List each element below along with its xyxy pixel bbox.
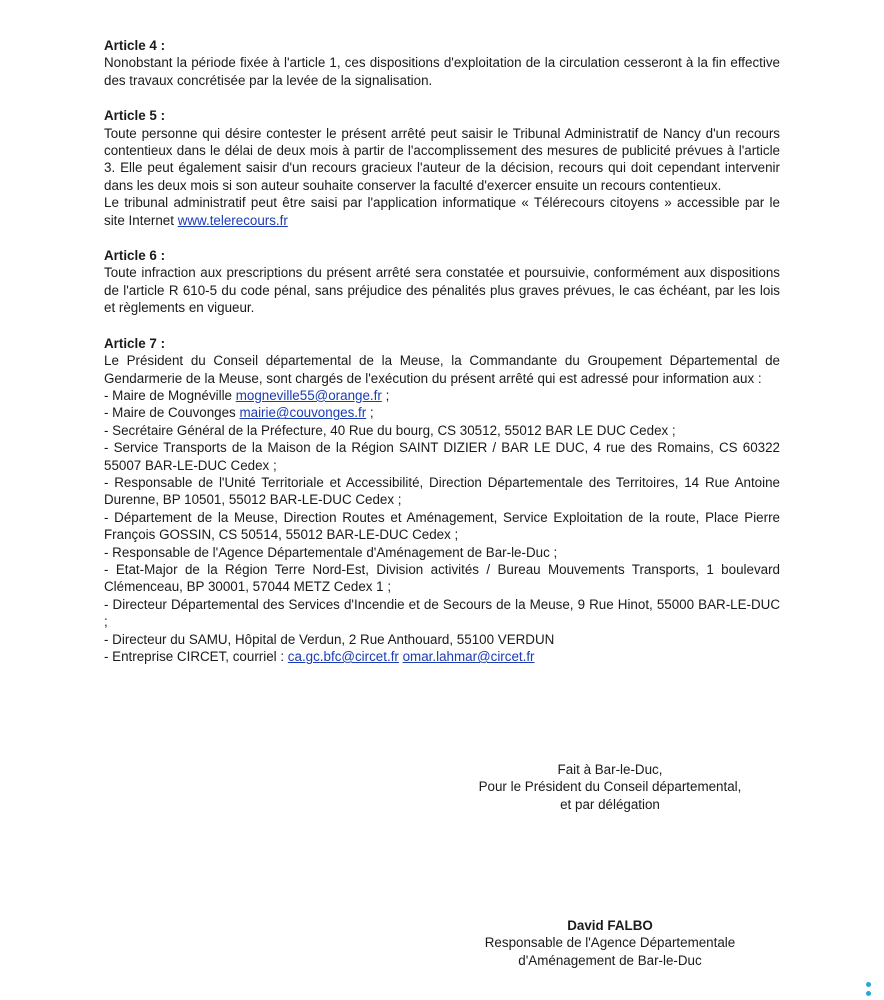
telerecours-link[interactable]: www.telerecours.fr — [177, 212, 288, 228]
recipient-list — [104, 387, 780, 666]
recipient-item: - Directeur Départemental des Services d'Incendie et de Secours de la Meuse, 9 Rue Hinot, 55000 BAR-LE-DUC ; — [104, 596, 780, 630]
article-title: Article 7 : — [104, 335, 166, 351]
article-4 — [104, 37, 780, 89]
circet-email-link-2[interactable]: omar.lahmar@circet.fr — [402, 649, 535, 664]
article-6 — [104, 247, 780, 317]
couvonges-email-link[interactable]: mairie@couvonges.fr — [239, 405, 367, 421]
recipient-item — [104, 404, 780, 421]
recipient-tail: ; — [381, 387, 390, 403]
telerecours-text: Le tribunal administratif peut être saisi par l'application informatique « Télérecours citoyens » accessible par le site Internet — [104, 195, 780, 228]
article-5 — [104, 107, 780, 229]
article-title: Article 5 : — [104, 108, 166, 124]
article-paragraph: Nonobstant la période fixée à l'article 1, ces dispositions d'exploitation de la circulation cesseront à la fin effective des travaux concrétisée par la levée de la signalisation. — [104, 55, 780, 88]
signatory-role-line-2: d'Aménagement de Bar-le-Duc — [518, 952, 702, 968]
signature-place: Fait à Bar-le-Duc, — [557, 762, 663, 777]
article-7 — [104, 335, 780, 666]
recipient-item: - Département de la Meuse, Direction Routes et Aménagement, Service Exploitation de la route, Place Pierre François GOSSIN, CS 50514, 55012 BAR-LE-DUC Cedex ; — [104, 509, 780, 543]
article-title: Article 4 : — [104, 38, 166, 53]
document-body — [104, 37, 780, 683]
signatory-block — [440, 917, 780, 969]
edge-dot — [866, 991, 871, 996]
article-intro: Le Président du Conseil départemental de la Meuse, la Commandante du Groupement Départemental de Gendarmerie de la Meuse, sont chargés de l'exécution du présent arrêté qui est adressé pour information aux : — [104, 353, 780, 386]
recipient-text: - Maire de Couvonges — [104, 405, 240, 421]
article-paragraph: Toute personne qui désire contester le présent arrêté peut saisir le Tribunal Administratif de Nancy d'un recours contentieux dans le délai de deux mois à partir de l'accomplissement des mesures de publicité prévues à l'article 3. Elle peut également saisir d'un recours gracieux l'auteur de la décision, recours qui doit cependant intervenir dans les deux mois si son auteur souhaite conserver la faculté d'exercer ensuite un recours contentieux. — [104, 125, 780, 193]
edge-dot — [866, 982, 871, 987]
recipient-item — [104, 648, 780, 665]
signature-place-block — [440, 761, 780, 813]
recipient-item — [104, 387, 780, 404]
article-paragraph-telerecours — [104, 194, 780, 229]
recipient-text: - Entreprise CIRCET, courriel : — [104, 649, 288, 664]
recipient-item: - Directeur du SAMU, Hôpital de Verdun, 2 Rue Anthouard, 55100 VERDUN — [104, 631, 555, 647]
recipient-item: - Etat-Major de la Région Terre Nord-Est, Division activités / Bureau Mouvements Transports, 1 boulevard Clémenceau, BP 30001, 57044 METZ Cedex 1 ; — [104, 561, 780, 595]
signature-delegation: et par délégation — [560, 796, 660, 812]
article-title: Article 6 : — [104, 248, 166, 264]
article-paragraph: Toute infraction aux prescriptions du présent arrêté sera constatée et poursuivie, conformément aux dispositions de l'article R 610-5 du code pénal, sans préjudice des pénalités plus graves prévues, le cas échéant, par les lois et règlements en vigueur. — [104, 265, 780, 316]
recipient-item: - Secrétaire Général de la Préfecture, 40 Rue du bourg, CS 30512, 55012 BAR LE DUC Cedex ; — [104, 422, 676, 438]
recipient-item: - Responsable de l'Unité Territoriale et Accessibilité, Direction Départementale des Territoires, 14 Rue Antoine Durenne, BP 10501, 55012 BAR-LE-DUC Cedex ; — [104, 474, 780, 508]
recipient-text: - Maire de Mognéville — [104, 387, 236, 403]
recipient-tail: ; — [366, 405, 374, 421]
signature-for-line: Pour le Président du Conseil départemental, — [478, 779, 742, 795]
recipient-item: - Service Transports de la Maison de la Région SAINT DIZIER / BAR LE DUC, 4 rue des Romains, CS 60322 55007 BAR-LE-DUC Cedex ; — [104, 440, 780, 473]
page-edge-mark-icon — [866, 982, 872, 1000]
mogneville-email-link[interactable]: mogneville55@orange.fr — [235, 387, 382, 403]
signatory-name: David FALBO — [567, 918, 653, 933]
recipient-item: - Responsable de l'Agence Départementale d'Aménagement de Bar-le-Duc ; — [104, 544, 558, 560]
circet-email-link-1[interactable]: ca.gc.bfc@circet.fr — [287, 649, 399, 664]
signatory-role-line-1: Responsable de l'Agence Départementale — [484, 935, 736, 951]
